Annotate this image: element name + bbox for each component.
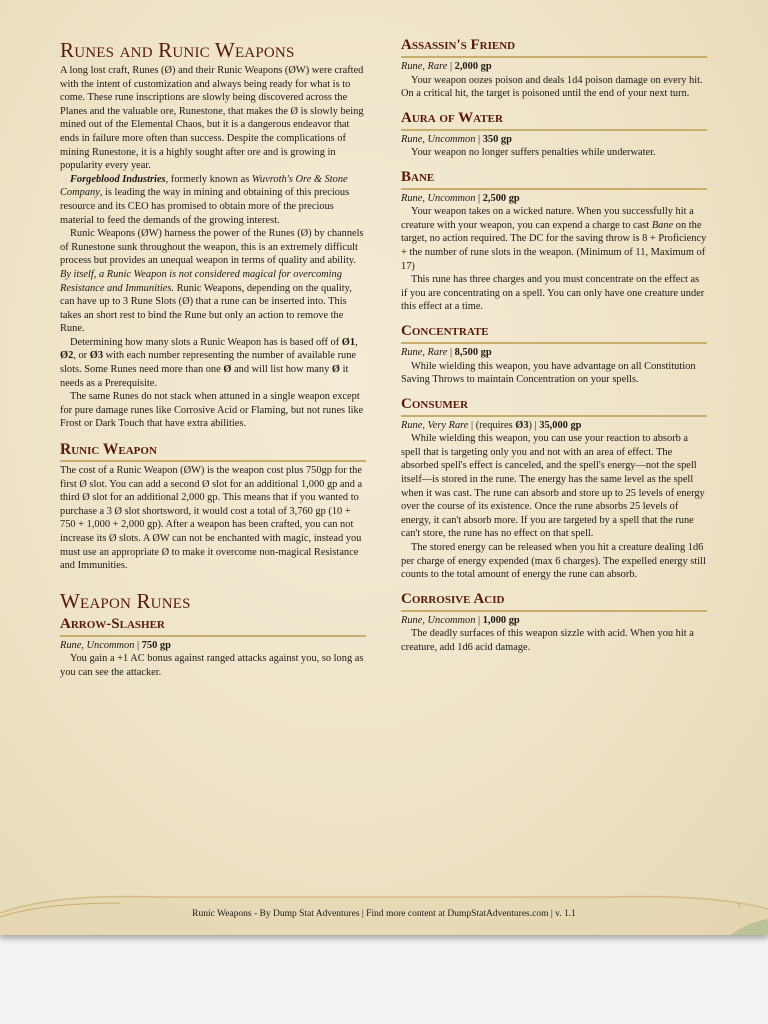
former-company-name: Wuvroth's Ore & Stone Company: [60, 173, 348, 199]
separator: |: [475, 614, 483, 626]
rune-meta: [401, 133, 707, 147]
intro-paragraph-2: [60, 173, 366, 227]
slot-1-label: Ø1: [341, 336, 356, 348]
intro-p4-text: ,: [355, 336, 358, 348]
page-number: 1: [737, 901, 741, 910]
intro-p3-part-b: Runic Weapons, depending on the quality, can have up to 3 Rune Slots (Ø) that a rune can be inserted into. This takes an short rest to bind the Rune but only an action to remove the Rune.: [60, 282, 352, 335]
intro-p3-part-a: Runic Weapons (ØW) harness the power of the Runes (Ø) by channels of Runestone sunk throughout the weapon, this is an extremely difficult process but provides an unequal weapon in terms of quality and ability.: [60, 228, 364, 267]
rune-name: Aura of Water: [401, 109, 707, 131]
rune-corrosive-acid: [401, 590, 707, 655]
intro-paragraph-3: [60, 227, 366, 336]
rune-description: Your weapon no longer suffers penalties while underwater.: [411, 147, 656, 159]
rune-description: The stored energy can be released when you hit a creature dealing 1d6 per charge of energy expended (max 6 charges). The expelled energy still counts to the total amount of energy the rune can absorb.: [401, 541, 706, 581]
intro-p4-text: it needs as a Prerequisite.: [60, 364, 349, 389]
intro-p4-text: Determining how many slots a Runic Weapon has is based off of: [70, 336, 342, 348]
intro-p2-part-b: , is leading the way in mining and obtaining of this precious resource and its CEO has promised to obtain more of the precious material to feed the demands of the growing interest.: [60, 187, 350, 226]
rune-rarity: Rune, Uncommon: [60, 639, 135, 651]
intro-p2-part-a: , formerly known as: [165, 173, 252, 185]
rune-description: While wielding this weapon, you can use your reaction to absorb a spell that is targeting only you and not with an area of effect. The absorbed spell's effect is canceled, and the spell's energy—not the spell itself—is stored in the rune. The energy has the same level as the spell when it was cast. The rune can absorb and store up to 25 levels of energy over the course of its existence. Once the rune absorbs 25 levels of energy, it can't absorb more. If you are targeted by a spell that the rune can't store, the rune has no effect on that spell.: [401, 433, 705, 540]
rune-aura-of-water: [401, 109, 707, 160]
intro-p4-text: , or: [73, 350, 90, 362]
rune-cost: 350 gp: [482, 133, 512, 145]
intro-paragraph-4: [60, 336, 366, 390]
rune-cost: 2,000 gp: [454, 61, 492, 72]
rune-cost: 35,000 gp: [539, 419, 582, 431]
separator: |: [134, 639, 142, 651]
company-name: Forgeblood Industries: [70, 173, 166, 185]
rune-meta: [401, 614, 707, 628]
rune-description: While wielding this weapon, you have advantage on all Constitution Saving Throws to maintain Concentration on your spells.: [401, 360, 696, 386]
intro-p3-italic: By itself, a Runic Weapon is not considered magical for overcoming Resistance and Immunities.: [60, 268, 342, 294]
separator: |: [447, 347, 455, 359]
rune-rarity: Rune, Uncommon: [401, 192, 476, 204]
separator: |: [475, 192, 483, 204]
requirement-text: ): [528, 419, 532, 431]
rune-concentrate: [401, 322, 707, 387]
rune-meta: [401, 60, 707, 74]
rune-name: Bane: [401, 168, 707, 190]
rune-description: You gain a +1 AC bonus against ranged attacks against you, so long as you can see the attacker.: [60, 653, 364, 678]
rune-meta: [401, 192, 707, 206]
rune-rarity: Rune, Rare: [401, 61, 448, 72]
runic-weapon-heading: Runic Weapon: [60, 441, 366, 462]
rune-cost: 8,500 gp: [454, 347, 492, 359]
rune-description: [401, 205, 707, 273]
separator: |: [475, 133, 483, 145]
rune-rarity: Rune, Uncommon: [401, 614, 476, 626]
page-title: Runes and Runic Weapons: [60, 38, 295, 62]
rune-name: Concentrate: [401, 322, 707, 344]
weapon-runes-heading: Weapon Runes: [60, 588, 191, 613]
description-text: Your weapon takes on a wicked nature. When you successfully hit a creature with your weapon, you can expend a charge to cast: [401, 206, 694, 231]
rune-description: This rune has three charges and you must concentrate on the effect as if you are concentrating on a spell. You can only have one creature under this effect at a time.: [401, 274, 705, 313]
rune-cost: 750 gp: [141, 639, 171, 651]
description-text: on the target, no action required. The DC for the saving throw is 8 + Proficiency + the number of rune slots in the weapon. (Minimum of 11, Maximum of 17): [401, 219, 707, 272]
rune-cost: 2,500 gp: [482, 192, 520, 204]
rune-assassins-friend: [401, 36, 707, 101]
intro-paragraph-5: The same Runes do not stack when attuned in a single weapon except for pure damage runes like Corrosive Acid or Flaming, but not runes like Frost or Dark Touch that have extra abilities.: [60, 391, 364, 430]
intro-p4-text: with each number representing the number of available rune slots. Some Runes need more than one: [60, 350, 357, 376]
rune-meta: [401, 419, 707, 433]
rune-cost: 1,000 gp: [482, 614, 520, 626]
rune-rarity: Rune, Very Rare: [401, 419, 469, 431]
rune-bane: [401, 168, 707, 314]
slot-symbol: Ø: [331, 364, 340, 376]
intro-p4-text: and will list how many: [231, 364, 332, 376]
requirement-text: (requires: [475, 419, 516, 431]
rune-name: Consumer: [401, 395, 707, 417]
page-footer: Runic Weapons - By Dump Stat Adventures | Find more content at DumpStatAdventures.com | v. 1.1: [192, 909, 576, 919]
slot-2-label: Ø2: [60, 350, 74, 362]
intro-paragraph-1: A long lost craft, Runes (Ø) and their Runic Weapons (ØW) were crafted with the intent of customization and always being ready for what is to come. These rune inscriptions are slowly being discovered across the Planes and the valuable ore, Runestone, that makes the Ø is slowly being mined out of the Elemental Chaos, but it is a dangerous endeavor that ends in failure more often than success. Despite the complications of mining Runestone, it is a highly sought after ore and is growing in popularity every year.: [60, 65, 364, 172]
rune-description: The deadly surfaces of this weapon sizzle with acid. When you hit a creature, add 1d6 acid damage.: [401, 628, 694, 653]
separator: |: [447, 61, 455, 72]
rune-meta: [401, 346, 707, 360]
slot-3-label: Ø3: [515, 419, 529, 431]
slot-symbol: Ø: [223, 364, 232, 376]
rune-arrow-slasher: [60, 615, 366, 680]
right-column: [401, 36, 707, 654]
left-column: [60, 36, 366, 679]
separator: |: [531, 419, 540, 431]
runic-weapon-text: The cost of a Runic Weapon (ØW) is the weapon cost plus 750gp for the first Ø slot. You can add a second Ø slot for an additional 1,000 gp and a third Ø slot for an additional 2,000 gp. This means that if you wanted to purchase a 3 Ø slot shortsword, it would cost a total of 3,760 gp (10 + 750 + 1,000 + 2,000 gp). After a weapon has been crafted, you can not increase its Ø slots. A ØW can not be enchanted with magic, instead you must use an appropriate Ø to make it overcome non-magical Resistance and Immunities.: [60, 465, 363, 572]
rune-name: Assassin's Friend: [401, 36, 707, 58]
rune-meta: [60, 639, 366, 653]
rune-name: Corrosive Acid: [401, 590, 707, 612]
rune-name: Arrow-Slasher: [60, 615, 366, 637]
rune-consumer: [401, 395, 707, 582]
rune-rarity: Rune, Uncommon: [401, 133, 476, 145]
slot-3-label: Ø3: [89, 350, 104, 362]
spell-name: Bane: [651, 219, 674, 231]
separator: |: [468, 419, 476, 431]
rune-description: Your weapon oozes poison and deals 1d4 poison damage on every hit. On a critical hit, the target is poisoned until the end of your next turn.: [401, 74, 703, 100]
rune-rarity: Rune, Rare: [401, 347, 448, 359]
